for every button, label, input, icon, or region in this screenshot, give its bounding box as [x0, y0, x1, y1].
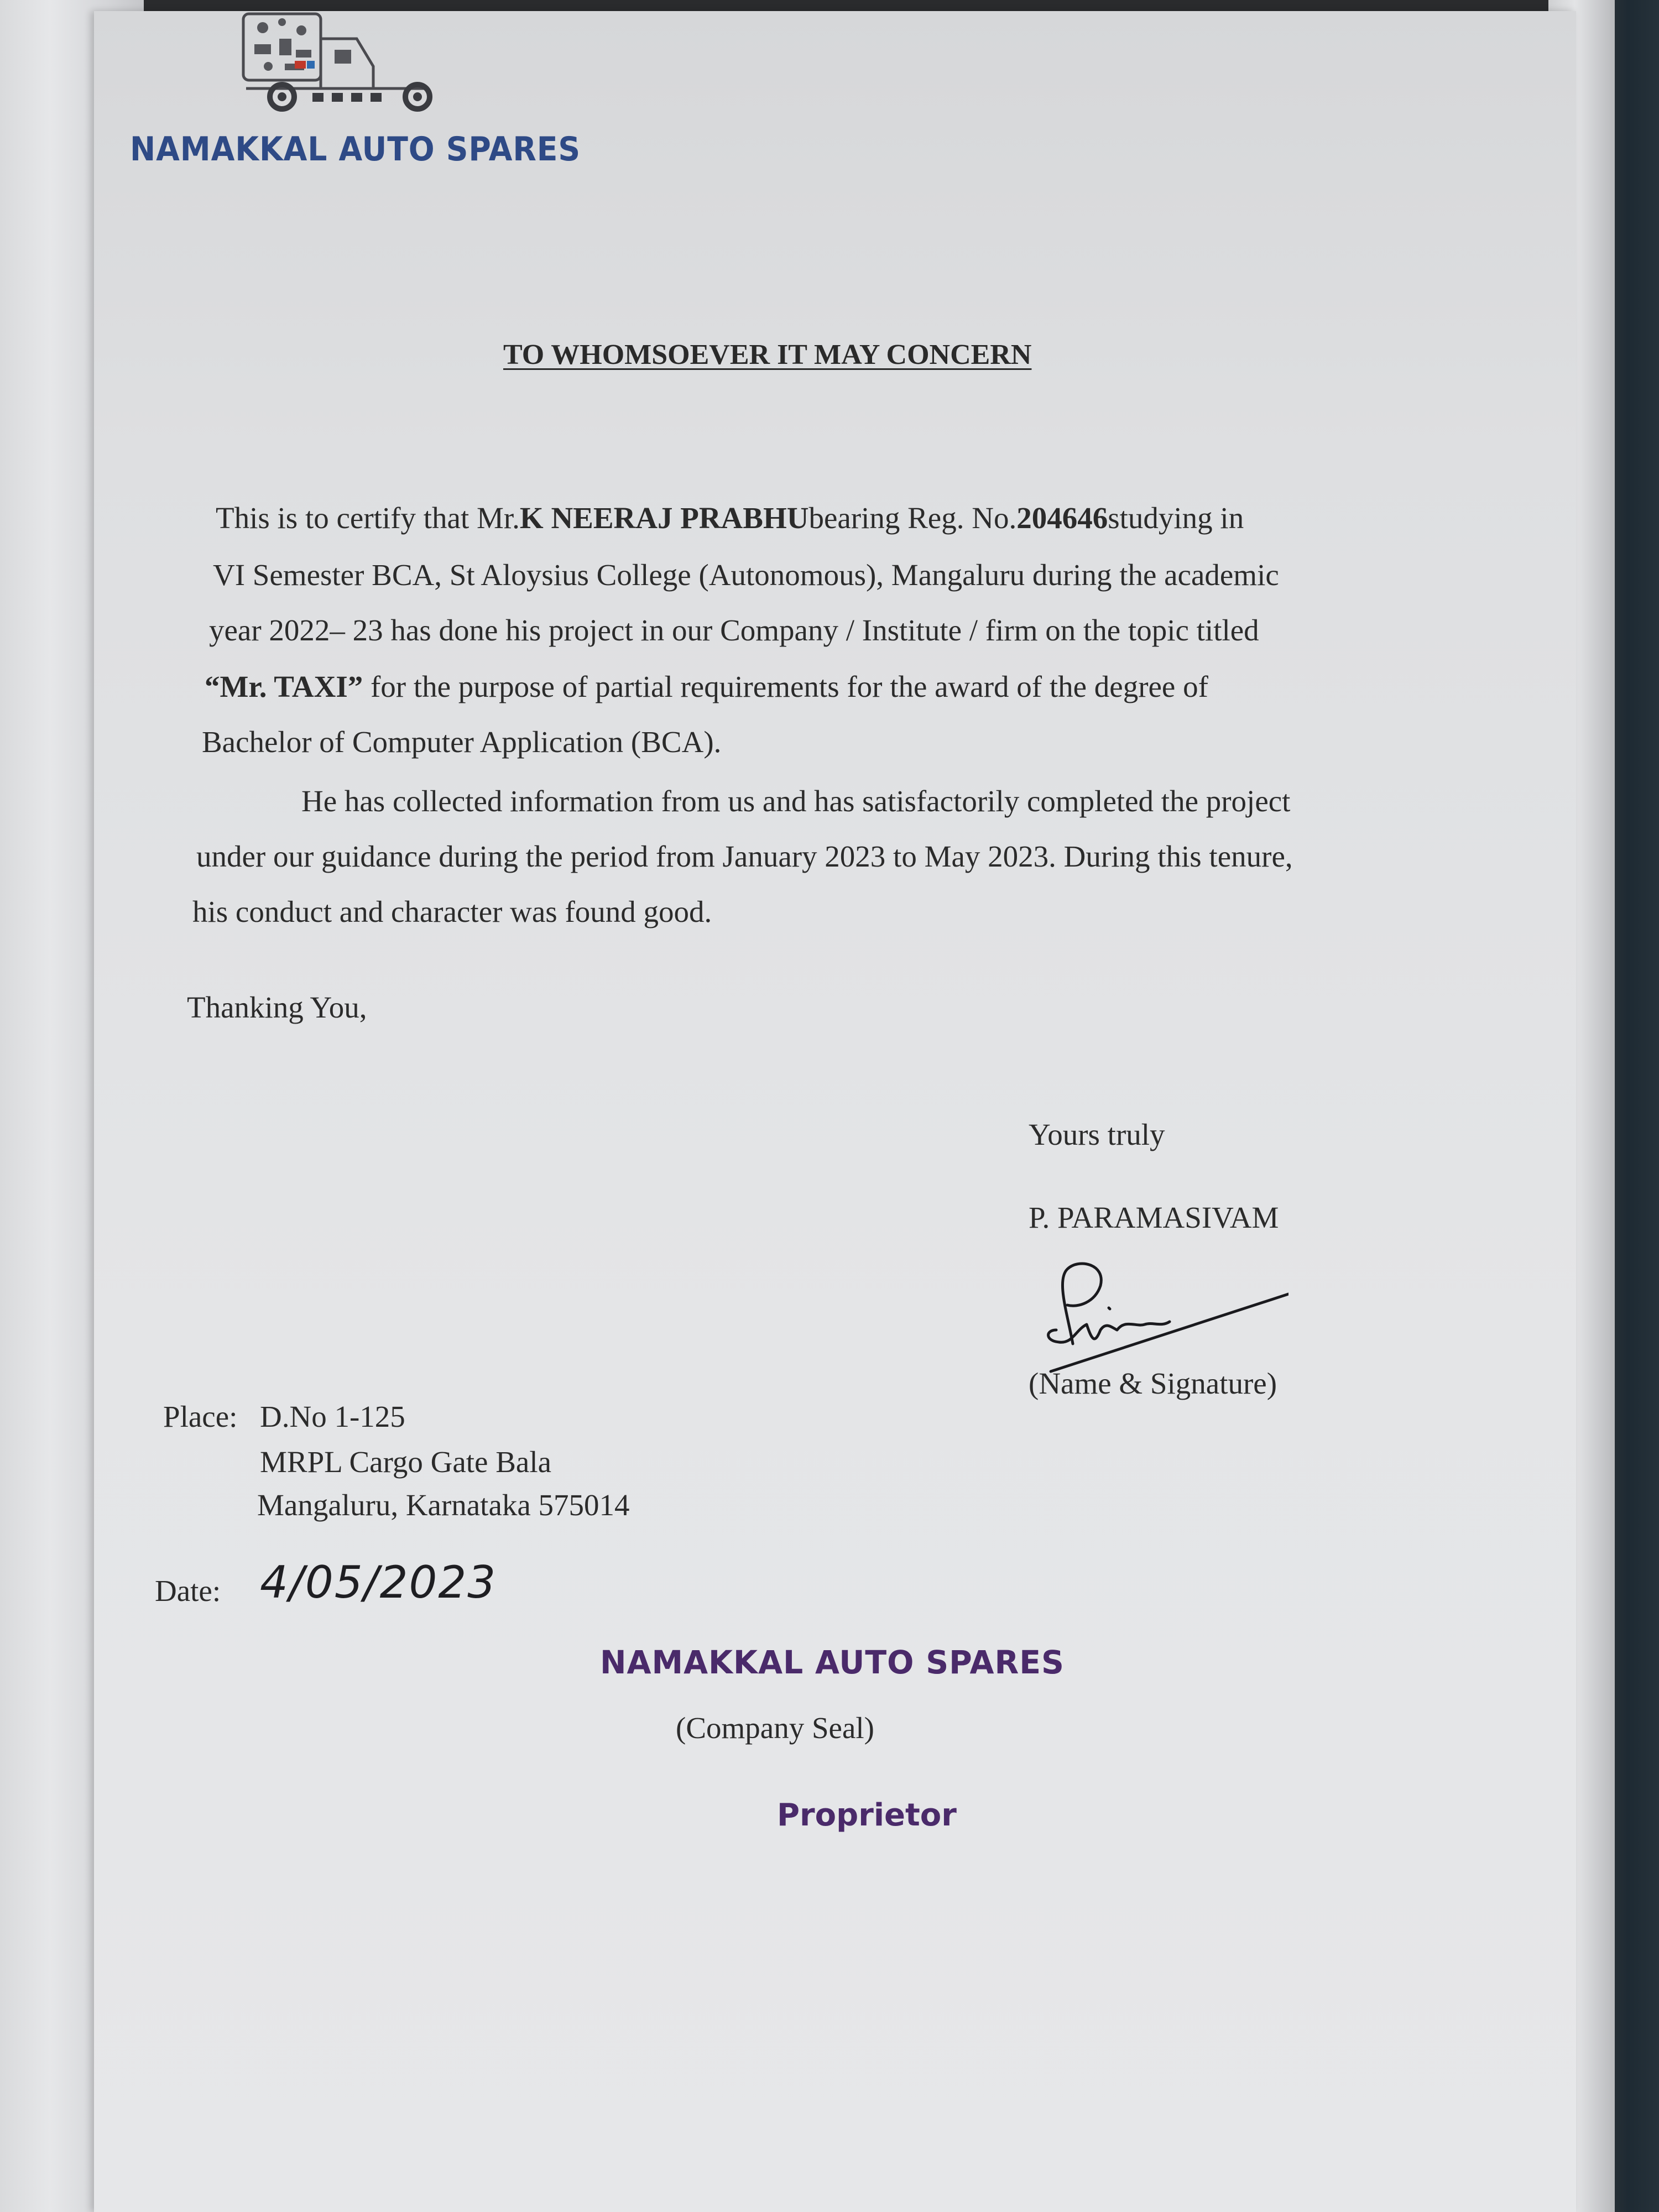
student-name: K NEERAJ PRABHU [519, 501, 809, 535]
company-logo-name: NAMAKKAL AUTO SPARES [130, 130, 581, 169]
place-line3: Mangaluru, Karnataka 575014 [257, 1488, 630, 1522]
project-title: “Mr. TAXI” [205, 670, 363, 703]
closing-yours-truly: Yours truly [1029, 1118, 1165, 1151]
paragraph1-line3: year 2022– 23 has done his project in our Company / Institute / firm on the topic titled [209, 613, 1259, 647]
proprietor-stamp: Proprietor [777, 1797, 957, 1833]
place-label: Place: [163, 1400, 238, 1433]
place-line1: D.No 1-125 [260, 1400, 405, 1433]
paragraph2-line3: his conduct and character was found good. [192, 895, 712, 928]
registration-number: 204646 [1016, 501, 1108, 535]
paragraph1-line5: Bachelor of Computer Application (BCA). [202, 725, 722, 759]
company-seal-caption: (Company Seal) [676, 1711, 874, 1745]
truck-parts-icon [229, 6, 445, 116]
paragraph2-line1: He has collected information from us and has satisfactorily completed the project [301, 784, 1291, 818]
paragraph1-line4: “Mr. TAXI” for the purpose of partial requirements for the award of the degree of [205, 670, 1208, 703]
place-line2: MRPL Cargo Gate Bala [260, 1445, 552, 1479]
letter-heading: TO WHOMSOEVER IT MAY CONCERN [503, 339, 1032, 371]
paragraph2-line2: under our guidance during the period from January 2023 to May 2023. During this tenure, [196, 839, 1293, 873]
closing-thanks: Thanking You, [187, 990, 367, 1024]
company-stamp-name: NAMAKKAL AUTO SPARES [600, 1644, 1065, 1681]
signer-name: P. PARAMASIVAM [1029, 1201, 1279, 1234]
signature-caption: (Name & Signature) [1029, 1366, 1277, 1400]
handwritten-date: 4/05/2023 [260, 1557, 497, 1608]
date-label: Date: [155, 1574, 221, 1608]
handwritten-signature [1034, 1247, 1288, 1374]
paragraph1-line1: This is to certify that Mr.K NEERAJ PRABHUbearing Reg. No.204646studying in [216, 501, 1244, 535]
paragraph1-line2: VI Semester BCA, St Aloysius College (Autonomous), Mangaluru during the academic [213, 558, 1279, 592]
